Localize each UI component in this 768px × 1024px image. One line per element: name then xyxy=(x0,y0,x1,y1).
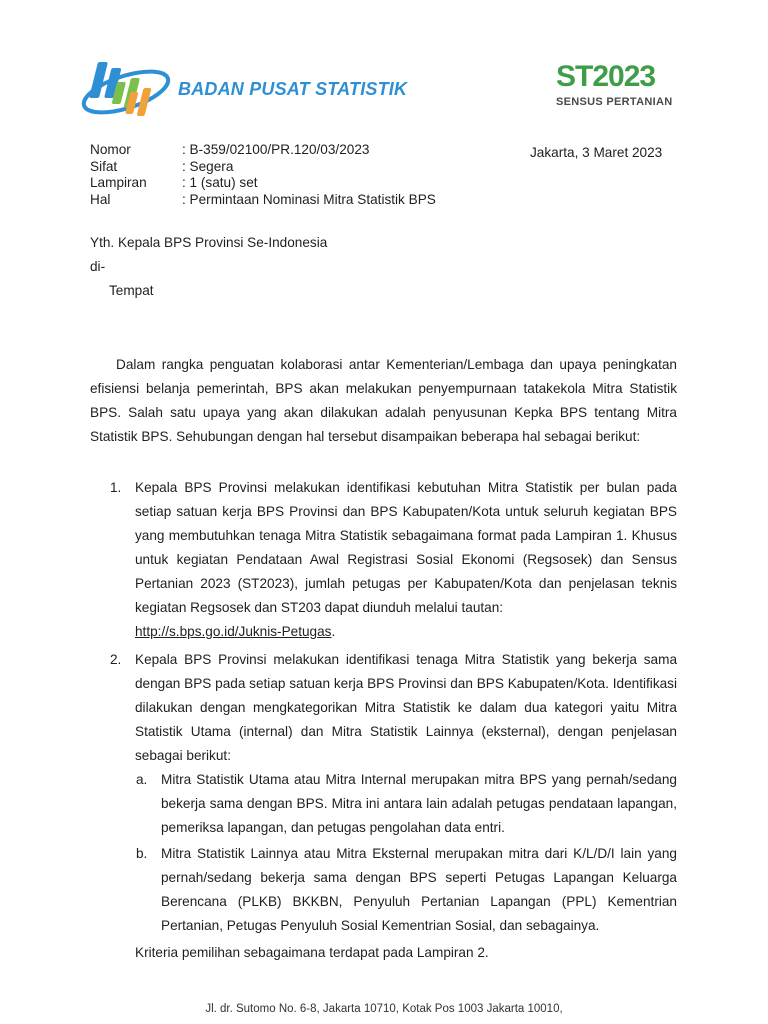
sub-item-text: Mitra Statistik Lainnya atau Mitra Eksternal merupakan mitra dari K/L/D/I lain yang pernah/sedang bekerja sama dengan BPS seperti Petugas Lapangan Keluarga Berencana (PLKB) BKKBN, Penyuluh Pertanian Lapangan (PPL) Kementrian Pertanian, Petugas Penyuluh Sosial Kementrian Sosial, dan sebagainya. xyxy=(161,846,677,933)
meta-label: Nomor xyxy=(90,142,131,157)
item-text xyxy=(135,476,677,644)
sub-item-letter: a. xyxy=(136,772,148,787)
link-suffix: . xyxy=(331,624,336,639)
bps-logo xyxy=(80,54,172,126)
sub-item-text: Mitra Statistik Utama atau Mitra Internal merupakan mitra BPS yang pernah/sedang bekerja sama dengan BPS. Mitra ini antara lain adalah petugas pendataan lapangan, pemeriksa lapangan, dan petugas pengolahan data entri. xyxy=(161,772,677,835)
meta-row-nomor xyxy=(90,142,436,159)
sub-list-item xyxy=(136,842,677,938)
meta-label: Sifat xyxy=(90,158,118,174)
meta-row-sifat xyxy=(90,159,436,176)
sub-item-letter: b. xyxy=(136,846,148,861)
juknis-link[interactable]: http://s.bps.go.id/Juknis-Petugas xyxy=(135,624,332,639)
meta-value: : Permintaan Nominasi Mitra Statistik BPS xyxy=(182,191,436,207)
recipient-line: di- xyxy=(90,259,106,274)
list-item xyxy=(110,648,677,768)
organization-name: BADAN PUSAT STATISTIK xyxy=(178,79,408,99)
item-text: Kepala BPS Provinsi melakukan identifikasi tenaga Mitra Statistik yang bekerja sama dengan BPS pada setiap satuan kerja BPS Provinsi dan BPS Kabupaten/Kota. Identifikasi dilakukan dengan mengkategorikan Mitra Statistik ke dalam dua kategori yaitu Mitra Statistik Utama (internal) dan Mitra Statistik Lainnya (eksternal), dengan penjelasan sebagai berikut: xyxy=(135,652,677,763)
st-logo-text: ST2023 xyxy=(556,60,656,93)
kriteria-note: Kriteria pemilihan sebagaimana terdapat pada Lampiran 2. xyxy=(135,945,489,960)
meta-label: Hal xyxy=(90,191,111,207)
st-logo-subtitle: SENSUS PERTANIAN xyxy=(556,96,673,108)
sensus-pertanian-logo xyxy=(556,62,688,108)
meta-row-hal xyxy=(90,192,436,209)
letter-date: Jakarta, 3 Maret 2023 xyxy=(530,145,663,160)
recipient-line: Yth. Kepala BPS Provinsi Se-Indonesia xyxy=(90,235,328,250)
item-number: 1. xyxy=(110,480,122,495)
footer-address: Jl. dr. Sutomo No. 6-8, Jakarta 10710, Kotak Pos 1003 Jakarta 10010, xyxy=(205,1003,563,1015)
recipient-block xyxy=(90,235,327,307)
letter-meta xyxy=(90,142,436,208)
meta-value: : Segera xyxy=(182,158,234,174)
meta-value: : 1 (satu) set xyxy=(182,175,258,190)
recipient-line: Tempat xyxy=(109,283,154,298)
meta-row-lampiran xyxy=(90,175,436,192)
meta-label: Lampiran xyxy=(90,175,147,190)
item-body: Kepala BPS Provinsi melakukan identifikasi kebutuhan Mitra Statistik per bulan pada setiap satuan kerja BPS Provinsi dan BPS Kabupaten/Kota untuk seluruh kegiatan BPS yang membutuhkan tenaga Mitra Statistik sebagaimana format pada Lampiran 1. Khusus untuk kegiatan Pendataan Awal Registrasi Sosial Ekonomi (Regsosek) dan Sensus Pertanian 2023 (ST2023), jumlah petugas per Kabupaten/Kota dan penjelasan teknis kegiatan Regsosek dan ST203 dapat diunduh melalui tautan: xyxy=(135,480,677,615)
list-item xyxy=(110,476,677,644)
sub-list-item xyxy=(136,768,677,840)
intro-paragraph: Dalam rangka penguatan kolaborasi antar Kementerian/Lembaga dan upaya peningkatan efisiensi belanja pemerintah, BPS akan melakukan penyempurnaan tatakekola Mitra Statistik BPS. Salah satu upaya yang akan dilakukan adalah penyusunan Kepka BPS tentang Mitra Statistik BPS. Sehubungan dengan hal tersebut disampaikan beberapa hal sebagai berikut: xyxy=(90,357,677,444)
meta-value: : B-359/02100/PR.120/03/2023 xyxy=(182,142,370,157)
item-number: 2. xyxy=(110,652,122,667)
bps-logo-icon xyxy=(80,54,172,126)
